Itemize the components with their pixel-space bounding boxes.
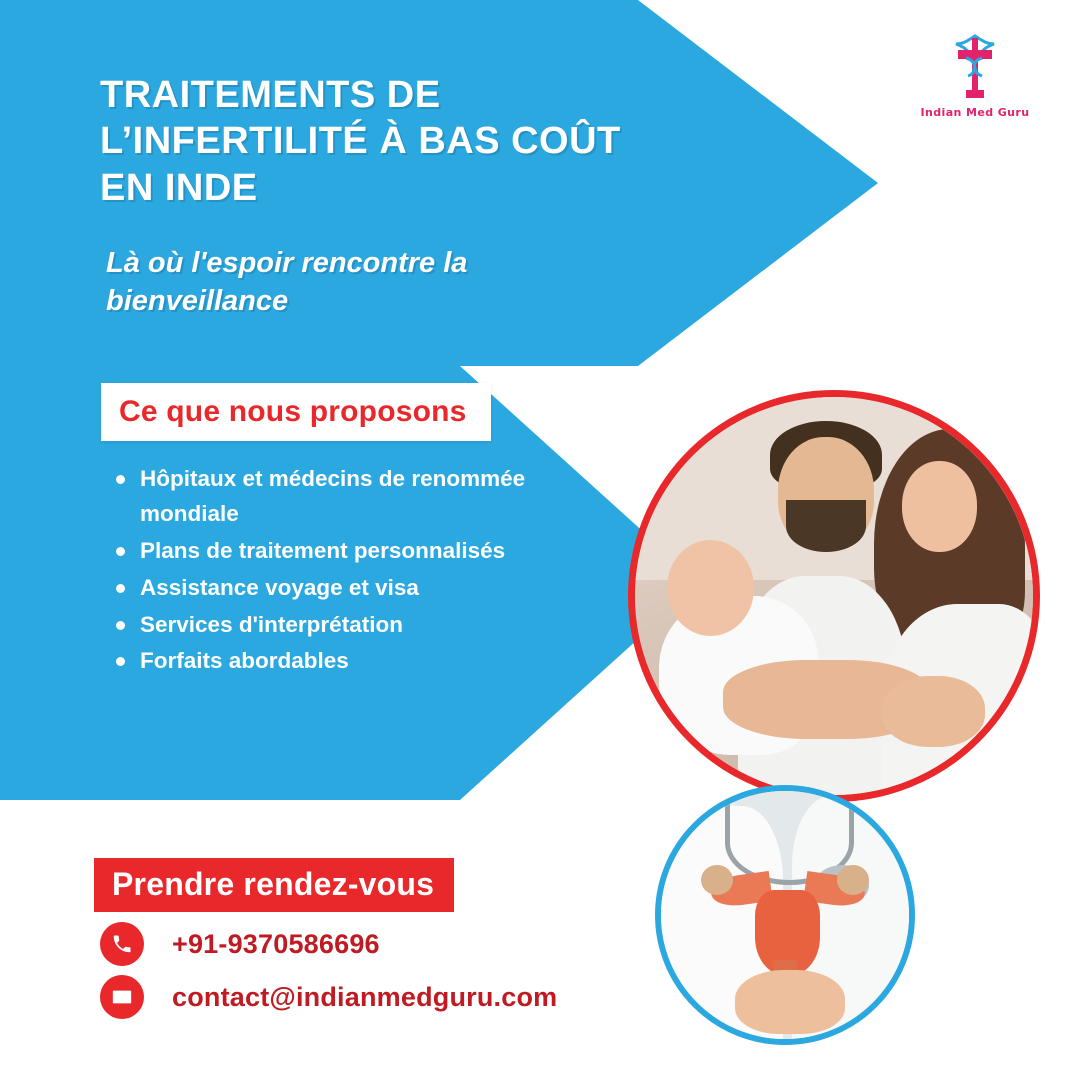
list-item-label: Services d'interprétation: [140, 611, 403, 637]
family-photo: [628, 390, 1040, 802]
brand-logo[interactable]: [910, 28, 1040, 138]
list-item: [108, 462, 628, 532]
list-item: [108, 608, 628, 643]
list-item-label: Assistance voyage et visa: [140, 574, 419, 600]
list-item-label: Forfaits abordables: [140, 648, 349, 674]
list-item-label: Plans de traitement personnalisés: [140, 537, 506, 563]
list-item-label: Hôpitaux et médecins de renommée mondiale: [140, 466, 526, 526]
list-item: [108, 534, 628, 569]
phone-number: +91-9370586696: [172, 928, 380, 959]
doctor-photo: [655, 785, 915, 1045]
offer-heading: Ce que nous proposons: [119, 395, 467, 428]
contact-phone[interactable]: [100, 922, 380, 966]
doctor-photo-illustration: [661, 791, 909, 1039]
cta-title: Prendre rendez-vous: [112, 866, 435, 902]
offer-list: [108, 462, 628, 681]
contact-email[interactable]: [100, 975, 557, 1019]
email-address: contact@indianmedguru.com: [172, 981, 558, 1012]
phone-icon: [100, 922, 144, 966]
envelope-icon: [100, 975, 144, 1019]
page-title: TRAITEMENTS DE L’INFERTILITÉ À BAS COÛT EN INDE: [100, 74, 621, 209]
family-photo-illustration: [635, 397, 1033, 795]
list-item: [108, 644, 628, 679]
brand-logo-text: Indian Med Guru: [920, 106, 1030, 119]
caduceus-icon: [910, 28, 1040, 106]
cta-banner: [94, 858, 454, 912]
list-item: [108, 571, 628, 606]
offer-heading-box: [101, 383, 491, 441]
page-subtitle: Là où l'espoir rencontre la bienveillance: [106, 247, 468, 317]
